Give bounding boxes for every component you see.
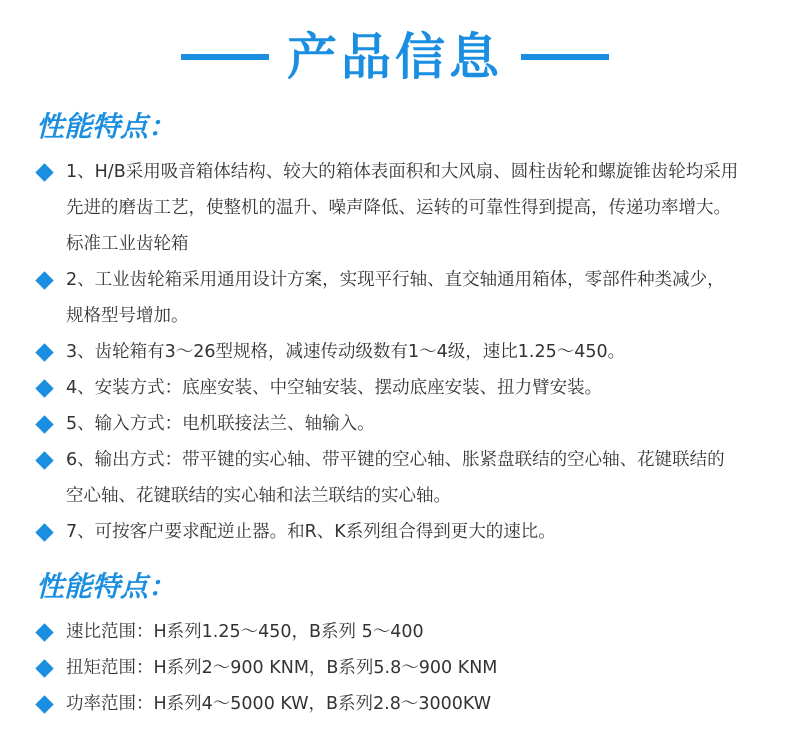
list-item-text: 6、输出方式：带平键的实心轴、带平键的空心轴、胀紧盘联结的空心轴、花键联结的空心轴、花键联结的实心轴和法兰联结的实心轴。	[66, 450, 725, 506]
list-item	[0, 514, 790, 550]
list-item-text: 2、工业齿轮箱采用通用设计方案，实现平行轴、直交轴通用箱体，零部件种类减少，规格型号增加。	[66, 270, 725, 326]
list-item	[0, 442, 790, 514]
diamond-bullet-icon	[35, 163, 53, 181]
list-item-text: 1、H/B采用吸音箱体结构、较大的箱体表面积和大风扇、圆柱齿轮和螺旋锥齿轮均采用先进的磨齿工艺，使整机的温升、噪声降低、运转的可靠性得到提高，传递功率增大。标准工业齿轮箱	[66, 162, 739, 254]
list-item	[0, 370, 790, 406]
list-item	[0, 686, 790, 722]
feature-list	[0, 154, 790, 550]
list-item-text: 速比范围：H系列1.25～450，B系列 5～400	[66, 622, 424, 642]
header-right-bar	[521, 54, 609, 60]
list-item	[0, 262, 790, 334]
diamond-bullet-icon	[35, 379, 53, 397]
section-title-specs: 性能特点：	[36, 570, 177, 603]
list-item-text: 功率范围：H系列4～5000 KW，B系列2.8～3000KW	[66, 694, 492, 714]
list-item-text: 7、可按客户要求配逆止器。和R、K系列组合得到更大的速比。	[66, 522, 556, 542]
diamond-bullet-icon	[35, 415, 53, 433]
section-title-features: 性能特点：	[36, 110, 177, 143]
diamond-bullet-icon	[35, 659, 53, 677]
page-header	[0, 22, 790, 92]
list-item-text: 3、齿轮箱有3～26型规格，减速传动级数有1～4级，速比1.25～450。	[66, 342, 626, 362]
list-item-text: 5、输入方式：电机联接法兰、轴输入。	[66, 414, 375, 434]
list-item	[0, 614, 790, 650]
diamond-bullet-icon	[35, 451, 53, 469]
list-item	[0, 334, 790, 370]
diamond-bullet-icon	[35, 623, 53, 641]
spec-list	[0, 614, 790, 722]
list-item	[0, 154, 790, 262]
list-item	[0, 650, 790, 686]
diamond-bullet-icon	[35, 695, 53, 713]
header-left-bar	[181, 54, 269, 60]
list-item-text: 扭矩范围：H系列2～900 KNM，B系列5.8～900 KNM	[66, 658, 498, 678]
list-item	[0, 406, 790, 442]
page-title: 产品信息	[287, 28, 503, 86]
diamond-bullet-icon	[35, 523, 53, 541]
diamond-bullet-icon	[35, 343, 53, 361]
diamond-bullet-icon	[35, 271, 53, 289]
list-item-text: 4、安装方式：底座安装、中空轴安装、摆动底座安装、扭力臂安装。	[66, 378, 603, 398]
